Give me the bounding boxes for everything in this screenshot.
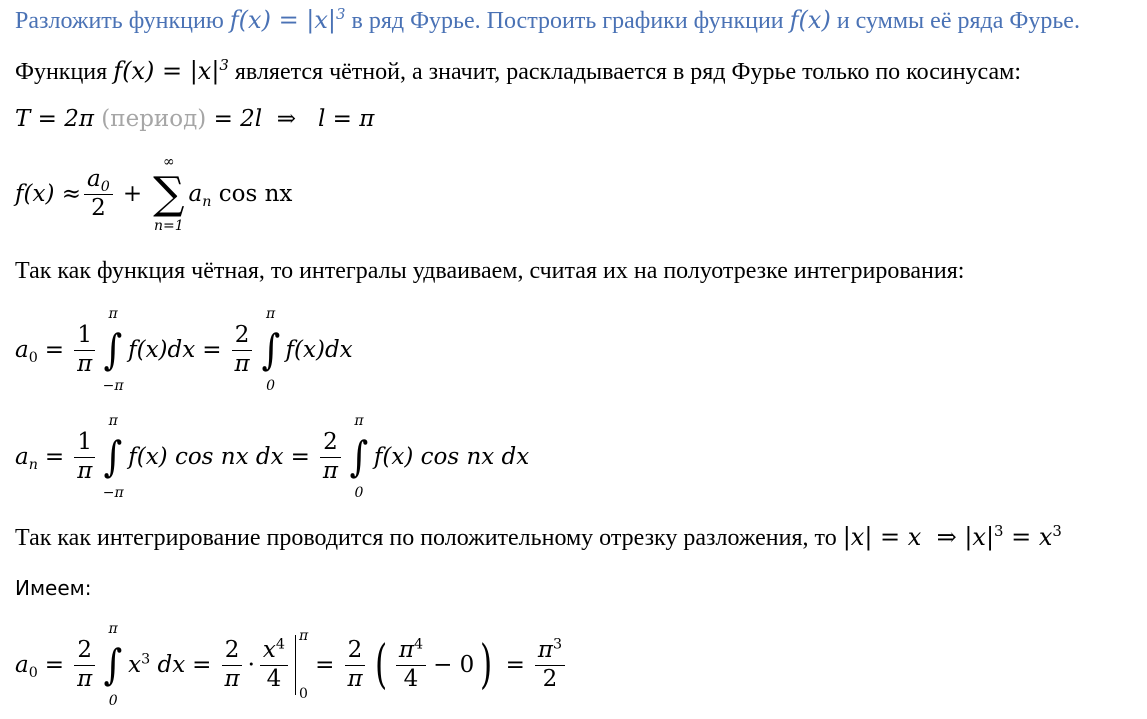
a0-calc-frac-5: $\frac{\pi^4}{4}$ [396,638,426,692]
series-lhs: f(x) ≈ [15,181,82,207]
an-lhs: $a_n$ [15,444,38,473]
heading-text-1: Разложить функцию [15,8,224,34]
series-plus: + [122,181,143,207]
evaluation-bar: π 0 [295,628,308,702]
heading-func: $f(x) = |x|^3$ [229,5,346,34]
heading-func-2: f(x) [789,6,831,34]
a0-calc-lhs: $a_0$ [15,652,38,681]
a0-calc-result: $\frac{\pi^3}{2}$ [535,638,565,692]
even-function-statement [15,57,1021,86]
a0-calc-frac-4: $\frac{2}{\pi}$ [344,638,365,692]
period-rhs: = 2l ⇒ l = π [213,106,375,132]
a0-calc-frac-3: $\frac{x^4}{4}$ [260,638,288,692]
integral-symbol: π ∫ −π [102,306,124,394]
a0-calc-integrand: $x^3$ dx [128,651,186,678]
fourier-series-formula [15,155,292,233]
an-frac-2: $\frac{2}{\pi}$ [320,430,341,484]
integral-symbol: π ∫ 0 [261,306,280,394]
series-fraction: $\frac{a_0}{2}$ [84,167,113,221]
heading-text-3: и суммы её ряда Фурье. [836,8,1080,34]
a0-lhs: $a_0$ [15,337,38,366]
heading-text-2: в ряд Фурье. Построить графики функции [351,8,784,34]
line3-math: |x| = x ⇒ $|x|^3 = x^3$ [842,522,1062,551]
series-term: $a_n$ cos nx [188,181,293,210]
a0-calculation: $a_0$ = $\frac{2}{\pi}$ π ∫ 0 $x^3$ dx = $\frac{2}{\pi}$ · $\frac{x^4}{4}$ π 0 = $\frac{2}{\pi}$ ( $\frac{\pi^4}{4}$ − 0 ) = $\frac{\pi^3}{2}$ [15,622,568,708]
integral-symbol: π ∫ 0 [349,413,369,501]
period-note: (период) [101,106,207,132]
line1-func: $f(x) = |x|^3$ [113,56,229,85]
an-frac-1: $\frac{1}{\pi}$ [74,430,95,484]
an-formula: $a_n$ = $\frac{1}{\pi}$ π ∫ −π f(x) cos nx dx = $\frac{2}{\pi}$ π ∫ 0 f(x) cos nx dx [15,413,530,501]
a0-formula: $a_0$ = $\frac{1}{\pi}$ π ∫ −π f(x)dx = $\frac{2}{\pi}$ π ∫ 0 f(x)dx [15,306,353,394]
a0-calc-frac-1: $\frac{2}{\pi}$ [74,638,95,692]
line1-text-2: является чётной, а значит, раскладывается в ряд Фурье только по косинусам: [234,59,1022,85]
integral-symbol: π ∫ −π [102,413,124,501]
a0-calc-frac-2: $\frac{2}{\pi}$ [221,638,242,692]
integral-doubling-statement: Так как функция чётная, то интегралы удваиваем, считая их на полуотрезке интегрирования: [15,258,965,284]
positive-interval-statement [15,523,1062,552]
period-equation [15,106,374,132]
line1-text-1: Функция [15,59,108,85]
period-lhs: T = 2π [15,106,94,132]
line3-text: Так как интегрирование проводится по положительному отрезку разложения, то [15,525,837,551]
integral-symbol: π ∫ 0 [103,621,123,709]
a0-frac-1: $\frac{1}{\pi}$ [74,323,95,377]
sum-symbol: ∞ ∑ n=1 [153,154,185,234]
task-heading [15,6,1080,35]
we-have-label: Имеем: [15,576,92,600]
a0-frac-2: $\frac{2}{\pi}$ [232,323,253,377]
